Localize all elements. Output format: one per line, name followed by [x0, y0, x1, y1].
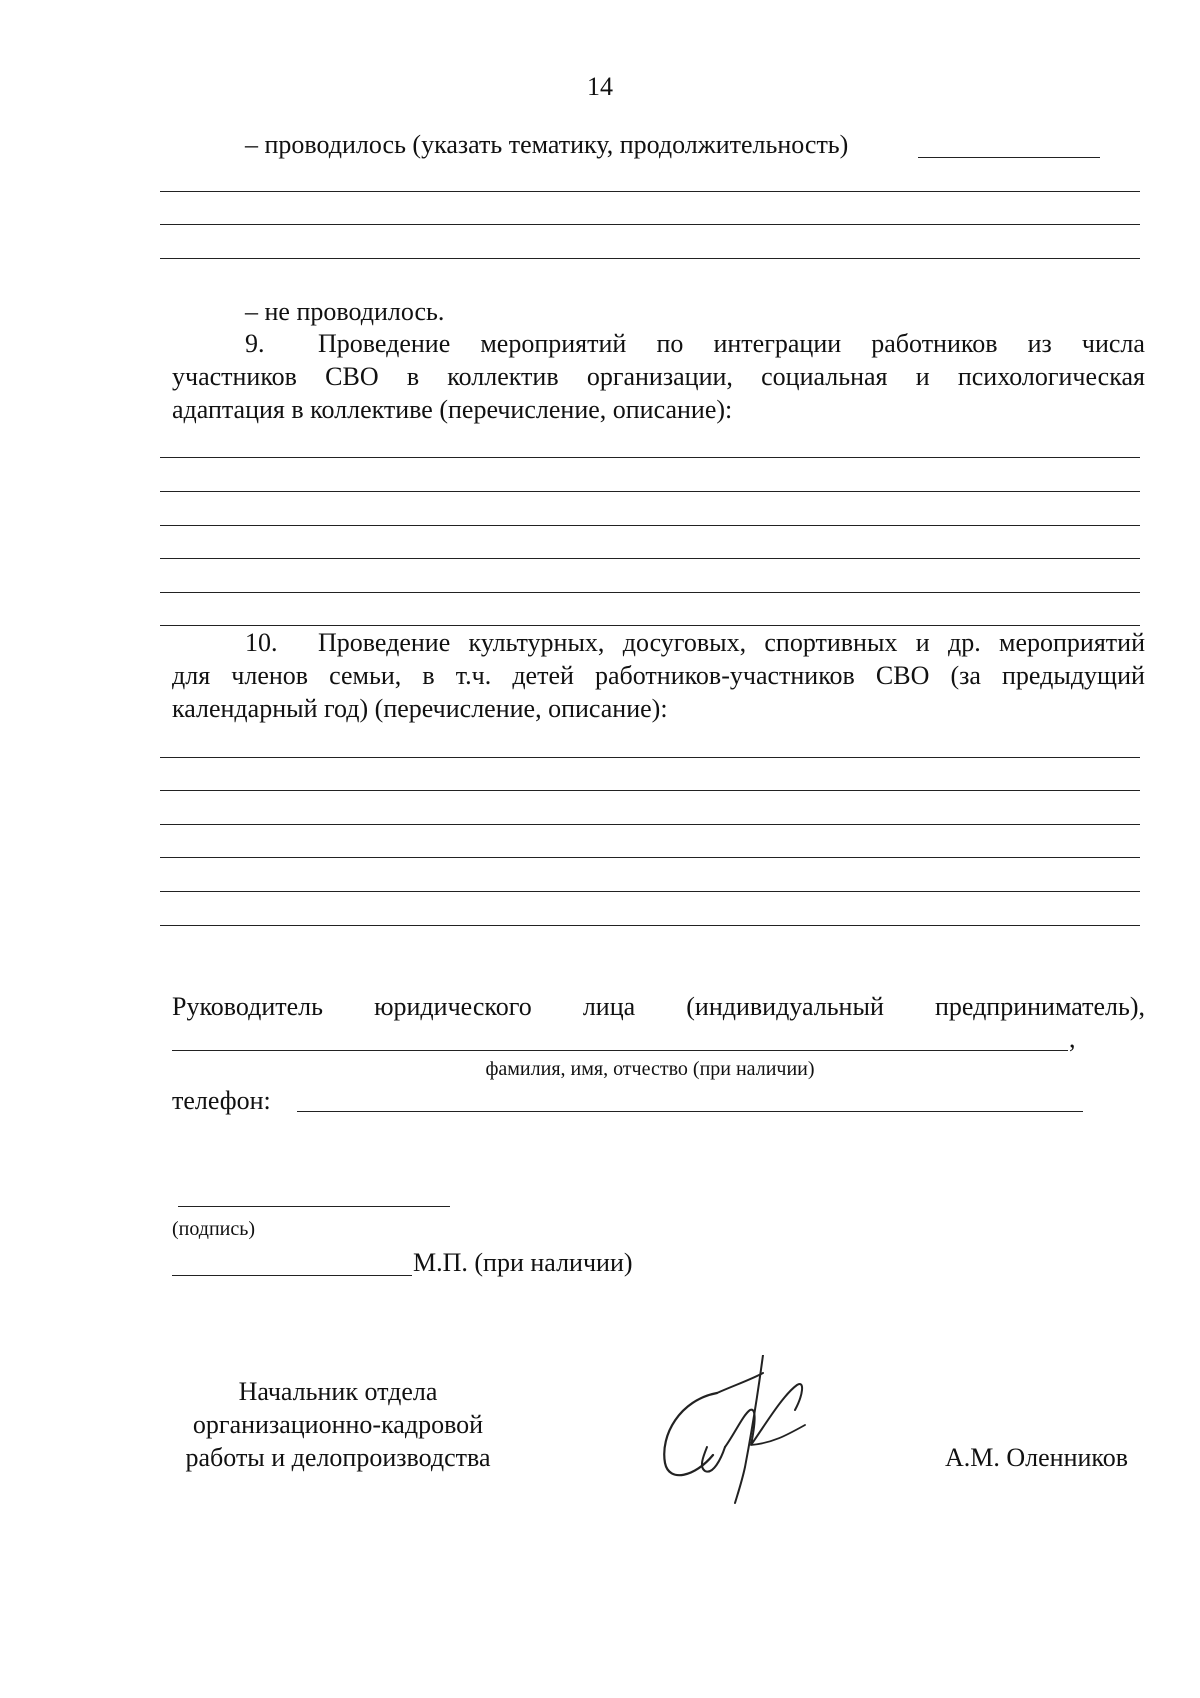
fill-line[interactable] — [160, 757, 1140, 758]
held-option-text: – проводилось (указать тематику, продолжительность) — [245, 130, 849, 159]
signer-name: А.М. Оленников — [945, 1443, 1129, 1472]
word: коллектив — [447, 362, 559, 391]
word: СВО — [325, 362, 379, 391]
word: (индивидуальный — [686, 992, 884, 1021]
position-line: организационно-кадровой — [192, 1410, 484, 1439]
word: для — [172, 661, 211, 690]
fio-blank[interactable] — [172, 1050, 1068, 1051]
item-10-line-1: Проведение культурных, досуговых, спортивных и др. мероприятий — [318, 628, 1145, 657]
fill-line[interactable] — [160, 891, 1140, 892]
fill-line[interactable] — [160, 224, 1140, 225]
fill-line[interactable] — [160, 824, 1140, 825]
item-9-line-1 — [318, 329, 1145, 359]
word: и — [915, 362, 930, 391]
head-of-entity-line — [172, 992, 1145, 1022]
not-held-option-text: – не проводилось. — [245, 297, 445, 326]
stamp-label: М.П. (при наличии) — [413, 1248, 633, 1277]
item-10-line-3: календарный год) (перечисление, описание): — [172, 694, 668, 723]
word: лица — [582, 992, 636, 1021]
fill-line[interactable] — [160, 191, 1140, 192]
word: членов — [231, 661, 309, 690]
word: мероприятий — [480, 329, 627, 358]
item-10-line-2 — [172, 661, 1145, 691]
word: юридического — [374, 992, 532, 1021]
word: предыдущий — [1002, 661, 1145, 690]
word: из — [1027, 329, 1052, 358]
word: Проведение — [318, 329, 451, 358]
signature-blank[interactable] — [178, 1206, 450, 1207]
word: семьи, — [329, 661, 402, 690]
position-line: работы и делопроизводства — [185, 1443, 491, 1472]
item-9-line-2 — [172, 362, 1145, 392]
word: в — [422, 661, 435, 690]
word: организации, — [586, 362, 733, 391]
word: в — [406, 362, 420, 391]
word: СВО — [875, 661, 930, 690]
position-line: Начальник отдела — [238, 1377, 438, 1406]
word: числа — [1081, 329, 1145, 358]
word: (за — [950, 661, 981, 690]
fill-line[interactable] — [160, 790, 1140, 791]
word: детей — [512, 661, 574, 690]
held-topic-blank[interactable] — [918, 157, 1100, 158]
word: Руководитель — [172, 992, 323, 1021]
fill-line[interactable] — [160, 925, 1140, 926]
stamp-date-blank[interactable] — [172, 1275, 412, 1276]
fill-line[interactable] — [160, 457, 1140, 458]
fill-line[interactable] — [160, 525, 1140, 526]
fio-comma: , — [1069, 1024, 1076, 1053]
word: социальная — [761, 362, 888, 391]
word: по — [656, 329, 684, 358]
fill-line[interactable] — [160, 625, 1140, 626]
fill-line[interactable] — [160, 558, 1140, 559]
word: предприниматель), — [934, 992, 1145, 1021]
item-10-number: 10. — [245, 628, 278, 657]
fio-caption: фамилия, имя, отчество (при наличии) — [485, 1058, 815, 1080]
signature-caption: (подпись) — [172, 1218, 256, 1240]
word: интеграции — [713, 329, 842, 358]
item-9-number: 9. — [245, 329, 265, 358]
word: психологическая — [957, 362, 1145, 391]
word: работников — [871, 329, 998, 358]
fill-line[interactable] — [160, 258, 1140, 259]
fill-line[interactable] — [160, 857, 1140, 858]
handwritten-signature — [655, 1355, 825, 1505]
phone-blank[interactable] — [297, 1111, 1083, 1112]
fill-line[interactable] — [160, 491, 1140, 492]
word: работников-участников — [595, 661, 855, 690]
phone-label: телефон: — [172, 1086, 271, 1115]
page-number: 14 — [587, 72, 613, 101]
word: участников — [172, 362, 297, 391]
word: т.ч. — [455, 661, 492, 690]
fill-line[interactable] — [160, 592, 1140, 593]
item-9-line-3: адаптация в коллективе (перечисление, описание): — [172, 395, 733, 424]
